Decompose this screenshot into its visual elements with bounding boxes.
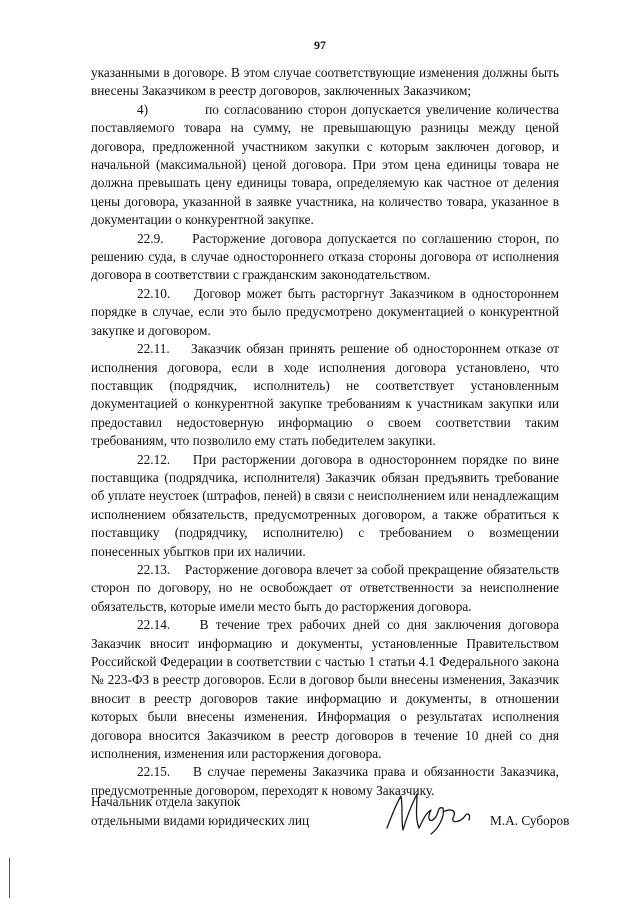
page-number: 97 [314,38,326,52]
document-body [91,64,559,800]
signatory-name: М.А. Суборов [490,813,570,828]
paragraph-22-15: 22.15. В случае перемены Заказчика права и обязанности Заказчика, предусмотренные договором, переходят к новому Заказчику. [91,764,559,798]
paragraph-item-4: 4) по согласованию сторон допускается увеличение количества поставляемого товара на сумму, не превышающую разницы между ценой договора, предложенной участником закупки с которым заключен договор, и начальной (максимальной) ценой договора. При этом цена единицы товара не должна превышать цену единицы товара, определяемую как частное от деления цены договора, указанной в заявке участника, на количество товара, указанное в документации о конкурентной закупке. [91,101,559,228]
signatory-position-line-1: Начальник отдела закупок [91,794,241,809]
signatory-position-line-2: отдельными видами юридических лиц [91,813,310,828]
paragraph-22-13: 22.13. Расторжение договора влечет за собой прекращение обязательств сторон по договору, но не освобождает от ответственности за неисполнение обязательств, которые имели место быть до расторжения договора. [91,561,559,614]
paragraph-0: указанными в договоре. В этом случае соответствующие изменения должны быть внесены Заказчиком в реестр договоров, заключенных Заказчиком; [91,65,559,99]
paragraph-22-11: 22.11. Заказчик обязан принять решение об одностороннем отказе от исполнения договора, если в ходе исполнения договора установлено, что поставщик (подрядчик, исполнитель) не соответствует установленным документацией о конкурентной закупке требованиям к участникам закупки или предоставил недостоверную информацию о своем соответствии таким требованиям, что позволило ему стать победителем закупки. [91,341,559,449]
paragraph-22-9: 22.9. Расторжение договора допускается по соглашению сторон, по решению суда, в случае одностороннего отказа стороны договора от исполнения договора в соответствии с гражданским законодательством. [91,230,559,283]
paragraph-22-12: 22.12. При расторжении договора в одностороннем порядке по вине поставщика (подрядчика, исполнителя) Заказчик обязан предъявить требование об уплате неустоек (штрафов, пеней) в связи с неисполнением или ненадлежащим исполнением обязательств, предусмотренных договором, а также обратиться к поставщику (подрядчику, исполнителю) с требованием о возмещении понесенных убытков при их наличии. [91,451,559,559]
signature-block [91,792,591,842]
handwritten-signature [381,788,481,836]
paragraph-22-10: 22.10. Договор может быть расторгнут Заказчиком в одностороннем порядке в случае, если это было предусмотрено документацией о конкурентной закупке и договором. [91,285,559,338]
paragraph-22-14: 22.14. В течение трех рабочих дней со дня заключения договора Заказчик вносит информацию и документы, установленные Правительством Российской Федерации в соответствии с частью 1 статьи 4.1 Федерального закона № 223-ФЗ в реестр договоров. Если в договор были внесены изменения, Заказчик вносит в реестр договоров такие информацию и документы, в отношении которых были внесены изменения. Информация о результатах исполнения договора вносится Заказчиком в реестр договоров в течение 10 дней со дня исполнения, изменения или расторжения договора. [91,617,559,762]
margin-mark [9,858,10,898]
signatory-position [91,792,309,830]
